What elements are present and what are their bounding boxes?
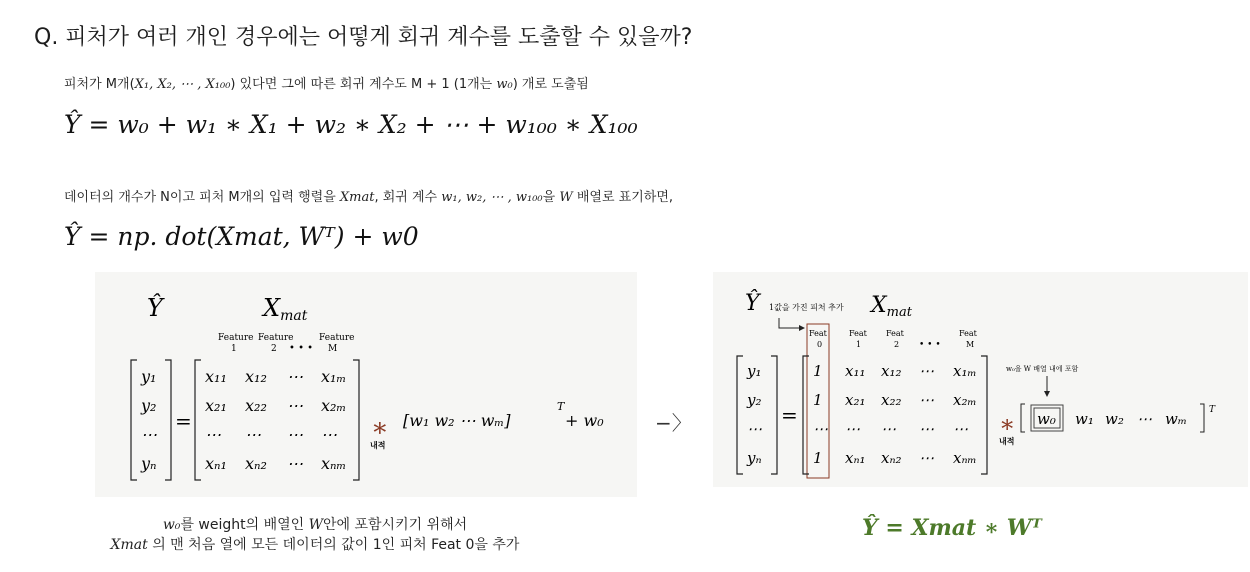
matrix-cell: ⋯ <box>287 425 303 444</box>
line2-xmat: Xmat <box>339 190 375 205</box>
feature-num-1: 1 <box>231 344 237 354</box>
feat-header-m: Feat <box>959 329 977 338</box>
caption-xmat: Xmat <box>110 537 148 553</box>
caption-line1-end: 안에 포함시키기 위해서 <box>323 517 468 533</box>
caption-W: W <box>308 517 324 533</box>
y-vector-entry-right: yₙ <box>747 449 762 467</box>
inner-product-label: 내적 <box>370 440 386 450</box>
line2-ws: w₁, w₂, ⋯ , w₁₀₀ <box>441 190 543 205</box>
line2-part-a: 데이터의 개수가 N이고 피처 M개의 입력 행렬을 <box>64 190 340 205</box>
weights-vector: [w₁ w₂ ⋯ wₘ] <box>403 411 511 430</box>
matrix-cell-right: x₂₁ <box>845 391 866 409</box>
line2-W: W <box>559 190 573 205</box>
plus-w0: + w₀ <box>565 411 604 430</box>
annotation-arrow <box>779 318 801 328</box>
matrix-cell-right: x₁ₘ <box>953 362 977 380</box>
matrix-notation-text <box>64 186 673 205</box>
matrix-cell-right: x₂ₘ <box>953 391 977 409</box>
matrix-cell: x₁ₘ <box>321 367 347 386</box>
feature-num-m: M <box>328 344 338 354</box>
w0-included-note: w₀을 W 배열 내에 포함 <box>1006 365 1079 373</box>
caption-line1-text: 를 weight의 배열인 <box>180 517 309 533</box>
matrix-cell: ⋯ <box>287 396 303 415</box>
caption <box>40 514 590 554</box>
line1-part-a: 피처가 M개( <box>64 77 135 92</box>
feature-header-m: Feature <box>319 333 355 343</box>
matrix-cell: x₂₂ <box>245 396 267 415</box>
xmat-label: Xmat <box>263 294 308 324</box>
matrix-cell-right: 1 <box>813 391 823 409</box>
star-operator: ∗ <box>371 413 389 443</box>
matrix-cell: ⋯ <box>287 367 303 386</box>
feat-dots: • • • <box>919 340 941 350</box>
y-vector-entry-right: y₁ <box>747 362 762 380</box>
weights-bracket-left <box>1021 404 1025 432</box>
add-feature-annotation: 1값을 가진 피처 추가 <box>769 303 844 312</box>
matrix-cell-right: xₙ₁ <box>845 449 866 467</box>
star-operator-right: ∗ <box>999 410 1016 438</box>
matrix-cell-right: ⋯ <box>953 420 968 438</box>
matrix-cell: ⋯ <box>205 425 221 444</box>
question-title: Q. 피처가 여러 개인 경우에는 어떻게 회귀 계수를 도출할 수 있을까? <box>34 25 693 50</box>
y-bracket-left-right <box>737 356 743 474</box>
matrix-cell-right: xₙ₂ <box>881 449 902 467</box>
matrix-bracket-left <box>195 360 201 480</box>
transpose-mark: T <box>557 400 565 413</box>
y-vector-entry-right: ⋯ <box>747 420 762 438</box>
yhat-label-right: Ŷ <box>745 291 760 316</box>
matrix-cell-right: xₙₘ <box>953 449 977 467</box>
line1-w0: w₀ <box>496 77 513 92</box>
caption-w0: w₀ <box>162 517 181 533</box>
weight-entry: wₘ <box>1165 410 1188 428</box>
caption-line-1 <box>40 514 590 534</box>
matrix-cell: ⋯ <box>321 425 337 444</box>
feat-header-0: Feat <box>809 329 827 338</box>
right-matrix-diagram <box>713 272 1248 487</box>
matrix-cell: ⋯ <box>287 454 303 473</box>
yhat-label: Ŷ <box>147 294 163 322</box>
matrix-cell: ⋯ <box>245 425 261 444</box>
caption-line-2 <box>40 534 590 554</box>
line1-vars: X₁, X₂, ⋯ , X₁₀₀ <box>134 77 231 92</box>
matrix-cell: xₙ₁ <box>205 454 227 473</box>
transform-arrow: −〉 <box>655 411 692 435</box>
feat-num-1: 1 <box>856 340 862 349</box>
weight-entry: w₂ <box>1105 410 1124 428</box>
feat-num-m: M <box>966 340 975 349</box>
feat-header-1: Feat <box>849 329 867 338</box>
equals-sign: = <box>175 409 192 433</box>
y-bracket-left <box>131 360 137 480</box>
matrix-bracket-left-right <box>803 356 809 474</box>
matrix-cell-right: ⋯ <box>919 449 934 467</box>
dot-product-equation: Ŷ = np. dot(Xmat, Wᵀ) + w0 <box>64 222 419 251</box>
feature-header-2: Feature <box>258 333 294 343</box>
line2-part-c: 을 <box>542 190 560 205</box>
y-bracket-right-right <box>771 356 777 474</box>
matrix-cell-right: x₂₂ <box>881 391 902 409</box>
matrix-cell-right: ⋯ <box>845 420 860 438</box>
matrix-cell-right: ⋯ <box>919 362 934 380</box>
y-vector-entry-right: y₂ <box>747 391 762 409</box>
xmat-label-right: Xmat <box>871 293 912 320</box>
matrix-cell: xₙ₂ <box>245 454 267 473</box>
line2-part-d: 배열로 표기하면, <box>572 190 674 205</box>
result-equation: Ŷ = Xmat ∗ Wᵀ <box>862 515 1042 541</box>
matrix-cell: x₁₂ <box>245 367 267 386</box>
matrix-cell-right: ⋯ <box>881 420 896 438</box>
matrix-cell-right: x₁₂ <box>881 362 902 380</box>
weight-entry: w₀ <box>1037 410 1056 428</box>
matrix-cell-right: ⋯ <box>919 420 934 438</box>
y-bracket-right <box>165 360 171 480</box>
weight-entry: ⋯ <box>1137 410 1152 428</box>
right-diagram-panel <box>713 272 1248 487</box>
feature-count-text <box>64 73 589 92</box>
y-vector-entry: y₁ <box>141 367 157 386</box>
feature-num-2: 2 <box>271 344 277 354</box>
weights-bracket-right <box>1200 404 1204 432</box>
equals-sign-right: = <box>781 403 798 427</box>
feat-num-0: 0 <box>817 340 823 349</box>
matrix-cell-right: ⋯ <box>813 420 828 438</box>
inner-product-label-right: 내적 <box>999 436 1015 446</box>
matrix-cell: xₙₘ <box>321 454 347 473</box>
matrix-bracket-right <box>353 360 359 480</box>
y-vector-entry: y₂ <box>141 396 157 415</box>
annotation-arrowhead <box>799 325 805 331</box>
feat-num-2: 2 <box>894 340 900 349</box>
left-matrix-diagram <box>95 272 637 497</box>
y-vector-entry: yₙ <box>141 454 157 473</box>
feature-dots: • • • <box>289 343 314 354</box>
regression-equation: Ŷ = w₀ + w₁ ∗ X₁ + w₂ ∗ X₂ + ⋯ + w₁₀₀ ∗ X₁₀₀ <box>64 110 638 139</box>
matrix-cell: x₂₁ <box>205 396 227 415</box>
transpose-mark-right: T <box>1209 405 1216 415</box>
caption-line2-text: 의 맨 처음 열에 모든 데이터의 값이 1인 피처 Feat 0을 추가 <box>147 537 520 553</box>
feature-header-1: Feature <box>218 333 254 343</box>
matrix-cell-right: ⋯ <box>919 391 934 409</box>
y-vector-entry: ⋯ <box>141 425 157 444</box>
matrix-cell-right: 1 <box>813 362 823 380</box>
matrix-cell: x₂ₘ <box>321 396 347 415</box>
matrix-bracket-right-right <box>981 356 987 474</box>
weight-entry: w₁ <box>1075 410 1094 428</box>
left-diagram-panel <box>95 272 637 497</box>
line2-part-b: , 회귀 계수 <box>374 190 442 205</box>
feat-header-2: Feat <box>886 329 904 338</box>
line1-part-c: ) 개로 도출됨 <box>512 77 589 92</box>
matrix-cell-right: 1 <box>813 449 823 467</box>
w0-note-arrowhead <box>1044 391 1050 397</box>
line1-part-b: ) 있다면 그에 따른 회귀 계수도 M + 1 (1개는 <box>230 77 497 92</box>
matrix-cell: x₁₁ <box>205 367 227 386</box>
matrix-cell-right: x₁₁ <box>845 362 866 380</box>
